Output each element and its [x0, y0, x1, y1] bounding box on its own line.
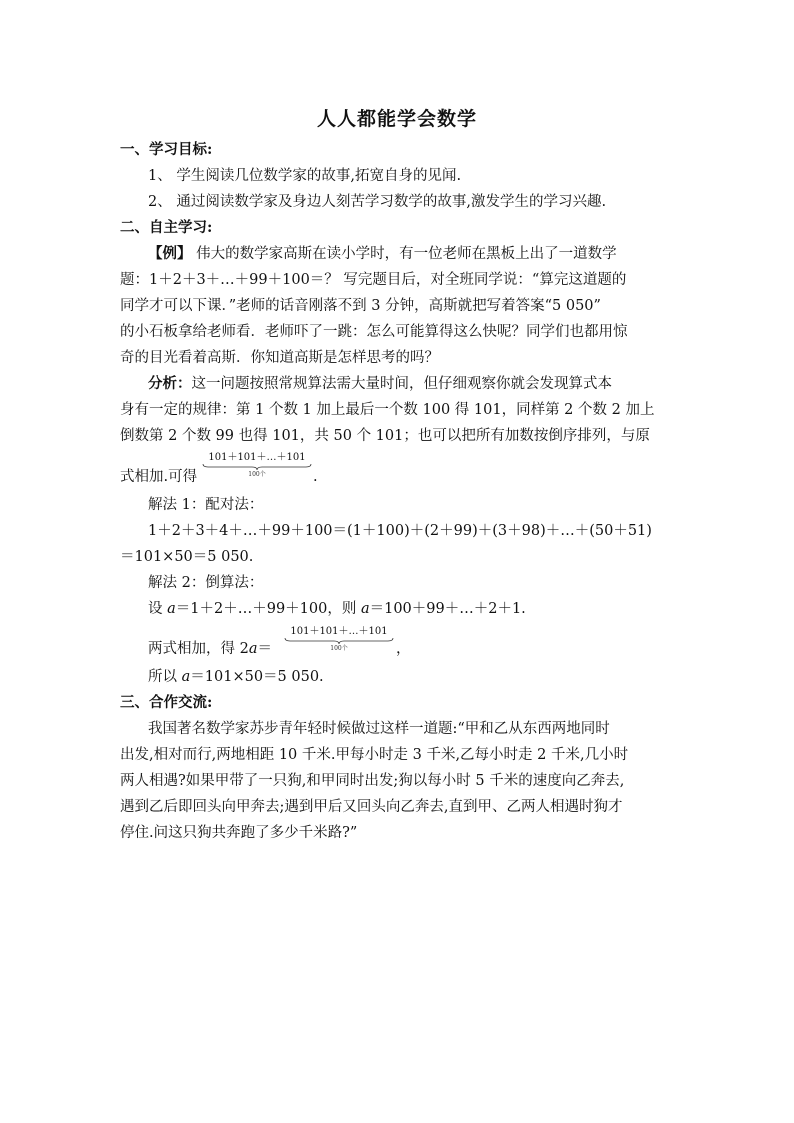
method2-line3-text-a: 所以 — [148, 669, 182, 685]
variable-a: a — [167, 601, 176, 617]
analysis-end-prefix: 式相加.可得 — [120, 469, 198, 485]
problem-line-1: 我国著名数学家苏步青年轻时候做过这样一道题:“甲和乙从东西两地同时 — [148, 721, 610, 737]
analysis-line-1 — [148, 373, 612, 395]
analysis-end-suffix: . — [313, 469, 318, 485]
method2-line-3 — [148, 666, 324, 688]
section3-heading: 三、合作交流: — [120, 694, 213, 711]
example-text: 伟大的数学家高斯在读小学时，有一位老师在黑板上出了一道数学 — [191, 246, 617, 262]
objective-item-1: 1、 学生阅读几位数学家的故事,拓宽自身的见闻. — [148, 168, 462, 184]
method1-label: 解法 1：配对法： — [148, 497, 264, 513]
variable-a: a — [181, 669, 191, 685]
underbrace-sum-1 — [202, 452, 312, 479]
underbrace-icon — [202, 464, 312, 471]
analysis-line-2: 身有一定的规律：第 1 个数 1 加上最后一个数 100 得 101，同样第 2 个数 2 加上 — [120, 402, 655, 418]
problem-line-3: 两人相遇?如果甲带了一只狗,和甲同时出发;狗以每小时 5 千米的速度向乙奔去, — [120, 773, 625, 789]
method2-label: 解法 2：倒算法： — [148, 575, 264, 591]
variable-a: a — [248, 641, 258, 657]
problem-line-4: 遇到乙后即回头向甲奔去;遇到甲后又回头向乙奔去,直到甲、乙两人相遇时狗才 — [120, 799, 623, 815]
brace-count-text-1: 100个 — [248, 471, 266, 478]
brace-sum-text-1: 101＋101＋…＋101 — [208, 452, 306, 463]
variable-a: a — [360, 601, 370, 617]
method2-text-a: 设 — [148, 601, 168, 617]
problem-line-2: 出发,相对而行,两地相距 10 千米.甲每小时走 3 千米,乙每小时走 2 千米,几小时 — [120, 747, 629, 763]
method2-line-2-prefix — [148, 638, 272, 660]
method2-line-2-suffix: ， — [396, 641, 411, 657]
problem-line-5: 停住.问这只狗共奔跑了多少千米路?” — [120, 825, 358, 841]
method1-line-2: ＝101×50＝5 050. — [120, 549, 254, 565]
method2-equals: ＝ — [257, 641, 272, 657]
example-line-2: 题：1＋2＋3＋…＋99＋100＝？ 写完题目后，对全班同学说：“算完这道题的 — [120, 272, 627, 288]
analysis-tag: 分析： — [148, 375, 192, 392]
section2-heading: 二、自主学习: — [120, 219, 213, 236]
analysis-text: 这一问题按照常规算法需大量时间，但仔细观察你就会发现算式本 — [191, 376, 612, 392]
example-line-1 — [148, 243, 617, 265]
method2-text-b: ＝1＋2＋…＋99＋100，则 — [175, 601, 361, 617]
example-tag: 【例】 — [148, 245, 192, 262]
method2-line3-text-b: ＝101×50＝5 050. — [190, 669, 324, 685]
section1-heading: 一、学习目标: — [120, 141, 213, 158]
analysis-line-3: 倒数第 2 个数 99 也得 101，共 50 个 101；也可以把所有加数按倒序排列，与原 — [120, 428, 650, 444]
brace-count-text-2: 100个 — [330, 645, 348, 652]
method2-text-c: ＝100＋99＋…＋2＋1. — [369, 601, 526, 617]
brace-sum-text-2: 101＋101＋…＋101 — [290, 626, 388, 637]
method2-line-1 — [148, 598, 526, 620]
example-line-5: 奇的目光看着高斯．你知道高斯是怎样思考的吗？ — [120, 350, 439, 366]
method1-line-1: 1＋2＋3＋4＋…＋99＋100＝(1＋100)＋(2＋99)＋(3＋98)＋…＋(50＋51) — [148, 523, 652, 539]
underbrace-icon — [284, 638, 394, 645]
underbrace-sum-2 — [284, 626, 394, 653]
example-line-3: 同学才可以下课．”老师的话音刚落不到 3 分钟，高斯就把写着答案“5 050” — [120, 298, 601, 314]
example-line-4: 的小石板拿给老师看．老师吓了一跳：怎么可能算得这么快呢？同学们也都用惊 — [120, 324, 628, 340]
objective-item-2: 2、 通过阅读数学家及身边人刻苦学习数学的故事,激发学生的学习兴趣. — [148, 194, 607, 210]
page-title: 人人都能学会数学 — [316, 108, 477, 130]
method2-line2-text: 两式相加，得 2 — [148, 641, 249, 657]
